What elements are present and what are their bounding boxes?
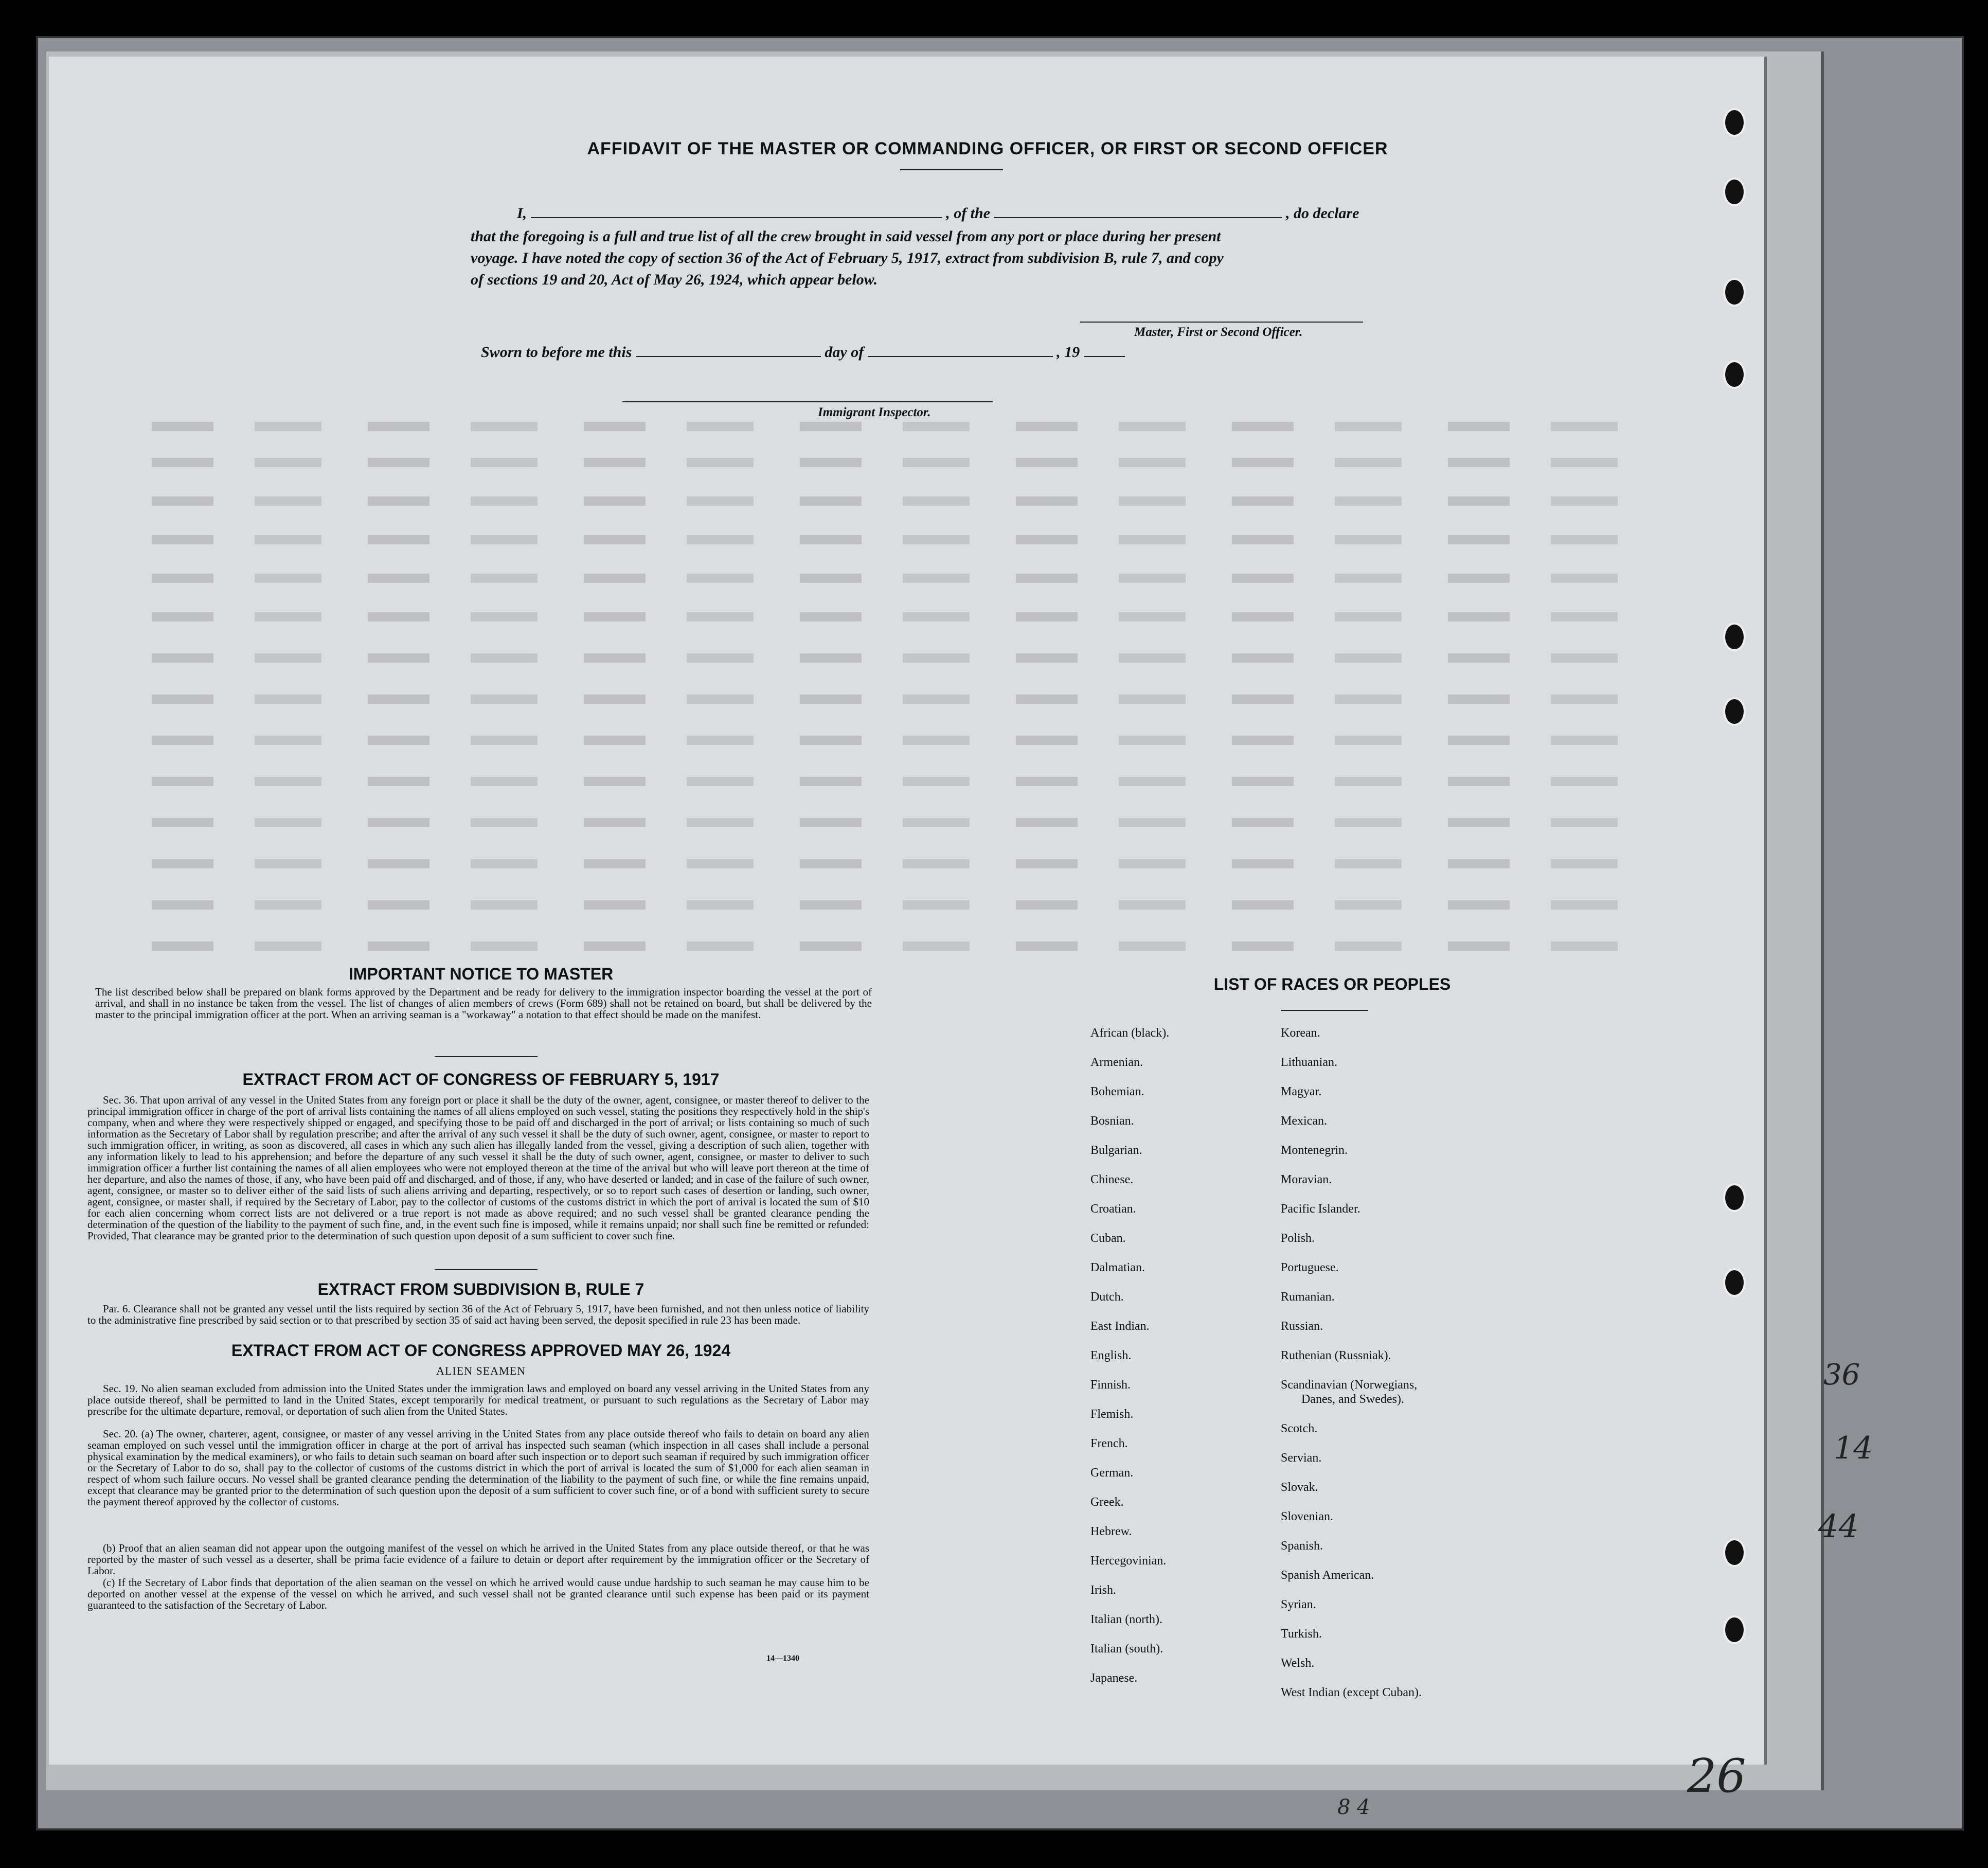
race-item: Scotch.	[1281, 1422, 1318, 1435]
binder-hole	[1723, 360, 1746, 389]
race-item: Finnish.	[1090, 1378, 1131, 1392]
vessel-name-blank	[994, 217, 1282, 218]
binder-hole	[1723, 1615, 1746, 1644]
inspector-signature-line	[622, 401, 993, 402]
race-item: Montenegrin.	[1281, 1144, 1348, 1157]
race-item: Russian.	[1281, 1320, 1323, 1333]
extract-1917-body: Sec. 36. That upon arrival of any vessel in the United States from any foreign port or place it shall be the duty of the owner, agent, consignee, or master thereof to deliver to the principal immigration officer in charge of the port of arrival lists containing the names of all aliens employed on such vessel, stating the positions they respectively hold in the ship's company, when and where they were respectively shipped or engaged, and specifying those to be paid off and discharged in the port of arrival; or lists containing so much of such information as the Secretary of Labor shall by regulation prescribe; and after the arrival of any such vessel it shall be the duty of such owner, agent, consignee, or master to report to such immigration officer, in writing, as soon as discovered, all cases in which any such alien has illegally landed from the vessel, giving a description of such alien, together with any information likely to lead to his apprehension; and before the departure of any such vessel it shall be the duty of such owner, agent, consignee, or master to deliver to such immigration officer a further list containing the names of all alien employees who were not employed thereon at the time of the arrival but who will leave port thereon at the time of her departure, and also the names of those, if any, who have been paid off and discharged, and of those, if any, who have deserted or landed; and in case of the failure of such owner, agent, consignee, or master so to deliver either of the said lists of such aliens arriving and departing, respectively, or so to report such cases of desertion or landing, such owner, agent, consignee, or master shall, if required by the Secretary of Labor, pay to the collector of customs of the customs district in which the port of arrival is located the sum of $10 for each alien concerning whom correct lists are not delivered or a true report is not made as above required; and no such vessel shall be granted clearance pending the determination of the question of the liability to the payment of such fine, and, in the event such fine is imposed, while it remains unpaid; nor shall such fine be remitted or refunded: Provided, That clearance may be granted prior to the determination of such question upon deposit of a sum sufficient to cover such fine.	[87, 1094, 869, 1242]
race-item: German.	[1090, 1466, 1134, 1480]
race-item: Japanese.	[1090, 1671, 1138, 1685]
binder-hole	[1723, 697, 1746, 726]
affidavit-line4: of sections 19 and 20, Act of May 26, 1924, which appear below.	[471, 271, 878, 288]
day-of-label: day of	[825, 344, 864, 361]
sec-20b-body: (b) Proof that an alien seaman did not appear upon the outgoing manifest of the vessel on which he arrived in the United States from any place outside thereof, or that he was reported by the master of such vessel as a deserter, shall be prima facie evidence of a failure to detain or deport after requirement by the immigration officer or the Secretary of Labor.	[87, 1542, 869, 1577]
race-item: African (black).	[1090, 1026, 1170, 1040]
binder-hole	[1723, 108, 1746, 137]
sworn-day-blank	[636, 356, 821, 357]
handwritten-note: 14	[1834, 1430, 1873, 1466]
race-item: Turkish.	[1281, 1627, 1322, 1641]
race-item: Syrian.	[1281, 1598, 1316, 1611]
race-item: East Indian.	[1090, 1320, 1150, 1333]
handwritten-note: 36	[1823, 1358, 1860, 1392]
race-item: Spanish American.	[1281, 1569, 1374, 1582]
of-the-label: , of the	[946, 205, 991, 222]
race-item: Hercegovinian.	[1090, 1554, 1167, 1568]
race-item: Ruthenian (Russniak).	[1281, 1349, 1391, 1362]
declarant-prefix: I,	[517, 205, 527, 222]
race-item: Magyar.	[1281, 1085, 1322, 1098]
title-divider	[900, 169, 1003, 170]
race-item: Korean.	[1281, 1026, 1320, 1040]
binder-hole	[1723, 1538, 1746, 1567]
section-divider	[435, 1269, 538, 1270]
race-item: Welsh.	[1281, 1657, 1315, 1670]
declarant-name-blank	[531, 217, 942, 218]
race-item: West Indian (except Cuban).	[1281, 1686, 1422, 1699]
race-item: Bohemian.	[1090, 1085, 1144, 1098]
race-item: Polish.	[1281, 1232, 1315, 1245]
races-left-column	[1090, 1026, 1286, 1747]
races-right-column	[1281, 1026, 1569, 1747]
master-signature-line	[1080, 322, 1363, 323]
race-item: Mexican.	[1281, 1114, 1327, 1128]
document-page	[49, 57, 1873, 1819]
race-item: Dutch.	[1090, 1290, 1124, 1304]
race-item: Spanish.	[1281, 1539, 1323, 1553]
race-item: Greek.	[1090, 1496, 1124, 1509]
races-title: LIST OF RACES OR PEOPLES	[1213, 975, 1451, 993]
race-item: Portuguese.	[1281, 1261, 1339, 1274]
race-item: English.	[1090, 1349, 1132, 1362]
race-item: Irish.	[1090, 1584, 1116, 1597]
notice-body: The list described below shall be prepared on blank forms approved by the Department and be ready for delivery to the immigration inspector boarding the vessel at the port of arrival, and shall in no instance be taken from the vessel. The list of changes of alien members of crews (Form 689) shall not be retained on board, but shall be delivered by the master to the principal immigration officer at the port. When an arriving seaman is a "workaway" a notation to that effect should be made on the manifest.	[95, 986, 872, 1021]
binder-hole	[1723, 1268, 1746, 1297]
extract-1924-title: EXTRACT FROM ACT OF CONGRESS APPROVED MAY 26, 1924	[231, 1341, 731, 1360]
affidavit-line3: voyage. I have noted the copy of section 36 of the Act of February 5, 1917, extract from subdivision B, rule 7, and copy	[471, 250, 1224, 266]
race-item: Bosnian.	[1090, 1114, 1134, 1128]
race-item: Slovenian.	[1281, 1510, 1333, 1523]
race-item: Lithuanian.	[1281, 1056, 1337, 1069]
sworn-label: Sworn to before me this	[481, 344, 632, 361]
handwritten-note: 44	[1818, 1507, 1859, 1545]
section-divider	[435, 1056, 538, 1057]
handwritten-page-number: 26	[1687, 1749, 1746, 1803]
race-item: Chinese.	[1090, 1173, 1134, 1186]
form-number: 14—1340	[766, 1654, 799, 1663]
race-item: Dalmatian.	[1090, 1261, 1145, 1274]
race-item: Danes, and Swedes).	[1301, 1393, 1404, 1406]
alien-seamen-subtitle: ALIEN SEAMEN	[436, 1364, 526, 1377]
sec-20c-body: (c) If the Secretary of Labor finds that deportation of the alien seaman on the vessel on which he arrived would cause undue hardship to such seaman he may cause him to be deported on another vessel at the expense of the vessel on which he arrived, and such vessel shall not be granted clearance until such expense has been paid or its payment guaranteed to the satisfaction of the Secretary of Labor.	[87, 1576, 869, 1611]
race-item: Bulgarian.	[1090, 1144, 1142, 1157]
race-item: French.	[1090, 1437, 1128, 1450]
binder-hole	[1723, 622, 1746, 651]
master-signature-label: Master, First or Second Officer.	[1134, 325, 1303, 339]
race-item: Slovak.	[1281, 1481, 1318, 1494]
notice-title: IMPORTANT NOTICE TO MASTER	[348, 965, 614, 983]
sec-20a-body: Sec. 20. (a) The owner, charterer, agent, consignee, or master of any vessel arriving in the United States from any place outside thereof who fails to detain on board any alien seaman employed on such vessel until the immigration officer in charge at the port of arrival has inspected such seaman (which inspection in all cases shall include a personal physical examination by the medical examiners), or who fails to detain such seaman on board after such inspection or to deport such seaman if required by such immigration officer or the Secretary of Labor to do so, shall pay to the collector of customs of the customs district in which the port of arrival is located the sum of $1,000 for each alien seaman in respect of whom such failure occurs. No vessel shall be granted clearance pending the determination of the liability to the payment of such fine, or while the fine remains unpaid, except that clearance may be granted prior to the determination of such question upon the deposit of a sum sufficient to cover such fine, or of a bond with sufficient surety to secure the payment thereof approved by the collector of customs.	[87, 1428, 869, 1508]
race-item: Italian (south).	[1090, 1642, 1163, 1656]
binder-hole	[1723, 177, 1746, 206]
race-item: Italian (north).	[1090, 1613, 1162, 1626]
affidavit-line1	[471, 203, 1479, 224]
sworn-year-blank	[1084, 356, 1125, 357]
race-item: Rumanian.	[1281, 1290, 1335, 1304]
do-declare-label: , do declare	[1286, 205, 1359, 222]
race-item: Pacific Islander.	[1281, 1202, 1360, 1216]
rule-7-body: Par. 6. Clearance shall not be granted any vessel until the lists required by section 36 of the Act of February 5, 1917, have been furnished, and not then unless notice of liability to the administrative fine prescribed by said section or to that prescribed by section 35 of said act having been served, the deposit specified in rule 23 has been made.	[87, 1303, 869, 1326]
inspector-label: Immigrant Inspector.	[818, 405, 931, 419]
sworn-month-blank	[868, 356, 1053, 357]
sworn-line	[481, 342, 1201, 363]
binder-hole	[1723, 1183, 1746, 1212]
handwritten-note: 8 4	[1337, 1795, 1370, 1819]
race-item: Flemish.	[1090, 1408, 1134, 1421]
race-item: Servian.	[1281, 1451, 1322, 1465]
sec-19-body: Sec. 19. No alien seaman excluded from admission into the United States under the immigration laws and employed on board any vessel arriving in the United States from any place outside thereof, shall be permitted to land in the United States, except temporarily for medical treatment, or pursuant to such regulations as the Secretary of Labor may prescribe for the ultimate departure, removal, or deportation of such alien from the United States.	[87, 1382, 869, 1417]
race-item: Croatian.	[1090, 1202, 1136, 1216]
race-item: Hebrew.	[1090, 1525, 1132, 1538]
race-item: Moravian.	[1281, 1173, 1332, 1186]
race-item: Armenian.	[1090, 1056, 1143, 1069]
binder-hole	[1723, 278, 1746, 307]
race-item: Cuban.	[1090, 1232, 1126, 1245]
rule-7-title: EXTRACT FROM SUBDIVISION B, RULE 7	[317, 1280, 644, 1298]
race-item: Scandinavian (Norwegians,	[1281, 1378, 1418, 1392]
races-divider	[1281, 1010, 1368, 1011]
affidavit-title: AFFIDAVIT OF THE MASTER OR COMMANDING OFFICER, OR FIRST OR SECOND OFFICER	[587, 139, 1388, 158]
affidavit-line2: that the foregoing is a full and true list of all the crew brought in said vessel from any port or place during her present	[471, 228, 1221, 245]
year-label: , 19	[1056, 344, 1080, 361]
extract-1917-title: EXTRACT FROM ACT OF CONGRESS OF FEBRUARY 5, 1917	[242, 1070, 720, 1089]
